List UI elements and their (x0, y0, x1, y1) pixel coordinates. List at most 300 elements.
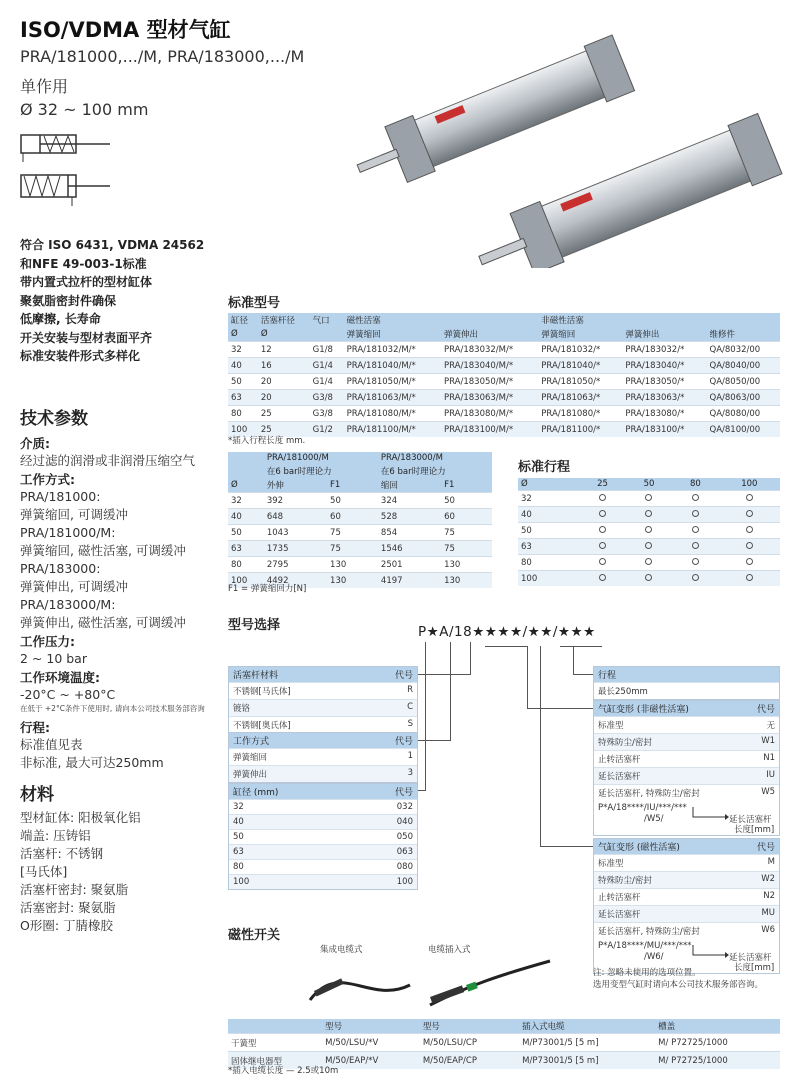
stroke-line: 标准值见表 (20, 737, 83, 752)
table-cell: 20 (258, 390, 310, 406)
available-circle-icon (599, 574, 606, 581)
table-cell: PRA/183063/M/* (441, 390, 538, 406)
table-cell: 130 (327, 573, 378, 589)
table-header: 弹簧缩回 (344, 327, 441, 342)
option-code: 032 (396, 802, 413, 812)
option-row (229, 799, 417, 814)
table-header (441, 313, 538, 327)
table-cell: M/50/LSU/CP (420, 1034, 519, 1052)
table-cell: G1/2 (310, 422, 344, 438)
table-cell: M/P73001/5 [5 m] (519, 1034, 655, 1052)
table-header: Ø (228, 327, 258, 342)
table-cell: PRA/181100/M/* (344, 422, 441, 438)
table-cell: G3/8 (310, 390, 344, 406)
option-code: 无 (766, 721, 775, 731)
table-cell (672, 491, 718, 507)
table-header: 气口 (310, 313, 344, 327)
std-models-body (228, 342, 780, 438)
table-cell (579, 539, 625, 555)
table-header: 弹簧缩回 (538, 327, 622, 342)
option-code: 040 (396, 817, 413, 827)
table-header: Ø (258, 327, 310, 342)
option-label: 50 (233, 832, 244, 842)
materials-heading: 材料 (20, 785, 54, 805)
table-cell (579, 555, 625, 571)
option-label: 镀铬 (233, 704, 251, 714)
option-code: M (767, 857, 775, 867)
operation-line: 弹簧缩回, 磁性活塞, 可调缓冲 (20, 543, 186, 558)
option-row (229, 699, 417, 716)
feature-item: 低摩擦, 长寿命 (20, 312, 101, 326)
switch-note: *插入电缆长度 — 2.5或10m (228, 1066, 339, 1076)
material-item: 端盖: 压铸铝 (20, 828, 91, 843)
table-cell: PRA/183050/M/* (441, 374, 538, 390)
table-cell: PRA/181040/* (538, 358, 622, 374)
operation-line: PRA/183000: (20, 561, 101, 576)
cylinder-product-image (350, 28, 790, 268)
feature-item: 开关安装与型材表面平齐 (20, 330, 153, 345)
table-cell: PRA/181080/M/* (344, 406, 441, 422)
option-code: N2 (763, 891, 775, 901)
option-code: W6 (761, 925, 775, 935)
table-cell: PRA/181040/M/* (344, 358, 441, 374)
table-cell: 50 (518, 523, 579, 539)
option-code: 1 (407, 751, 413, 761)
table-cell (719, 555, 780, 571)
table-cell: PRA/181063/M/* (344, 390, 441, 406)
available-circle-icon (599, 542, 606, 549)
option-row (594, 922, 779, 939)
available-circle-icon (692, 494, 699, 501)
table-cell: 392 (264, 493, 327, 509)
option-code: 080 (396, 862, 413, 872)
table-header: 维修件 (707, 327, 780, 342)
table-cell: 100 (228, 422, 258, 438)
table-cell: G3/8 (310, 406, 344, 422)
table-cell: QA/8040/00 (707, 358, 780, 374)
table-cell (672, 523, 718, 539)
table-cell (579, 571, 625, 587)
option-code: W1 (761, 736, 775, 746)
table-cell (719, 571, 780, 587)
table-cell (579, 523, 625, 539)
table-header: 25 (579, 478, 625, 491)
table-cell: PRA/183063/* (622, 390, 706, 406)
table-header (228, 464, 264, 478)
table-header: 50 (626, 478, 672, 491)
option-row (229, 682, 417, 699)
table-cell: 20 (258, 374, 310, 390)
table-cell: 100 (518, 571, 579, 587)
table-row (228, 358, 780, 374)
table-cell (626, 523, 672, 539)
table-cell: 16 (258, 358, 310, 374)
operation-line: 弹簧伸出, 磁性活塞, 可调缓冲 (20, 615, 186, 630)
table-cell: 854 (378, 525, 441, 541)
table-cell: PRA/181050/* (538, 374, 622, 390)
table-header: F1 (441, 478, 492, 493)
feature-item: 标准安装件形式多样化 (20, 349, 141, 363)
option-label: 延长活塞杆 (598, 772, 641, 782)
table-cell: 25 (258, 406, 310, 422)
table-cell: 648 (264, 509, 327, 525)
option-label: 延长活塞杆, 特殊防尘/密封 (598, 927, 700, 937)
option-label: 特殊防尘/密封 (598, 876, 652, 886)
order-code: P★A/18★★★★/★★/★★★ (418, 624, 596, 640)
option-row (229, 814, 417, 829)
feature-item: 符合 ISO 6431, VDMA 24562 (20, 238, 205, 252)
option-label: 特殊防尘/密封 (598, 738, 652, 748)
table-cell (719, 539, 780, 555)
table-row (228, 374, 780, 390)
stroke-box (593, 666, 780, 700)
table-row (228, 509, 492, 525)
table-cell: 75 (327, 525, 378, 541)
table-cell: 固体继电器型 (228, 1052, 322, 1070)
available-circle-icon (645, 494, 652, 501)
temp-label: 工作环境温度: (20, 670, 100, 685)
table-cell: 4492 (264, 573, 327, 589)
table-header: PRA/183000/M (378, 452, 492, 464)
available-circle-icon (599, 526, 606, 533)
available-circle-icon (746, 574, 753, 581)
table-cell: 1043 (264, 525, 327, 541)
table-header: Ø (518, 478, 579, 491)
table-cell: QA/8032/00 (707, 342, 780, 358)
option-code: N1 (763, 753, 775, 763)
table-row (518, 507, 780, 523)
stroke-label: 行程: (20, 720, 50, 735)
table-row (518, 571, 780, 587)
box-code-head: 代号 (756, 843, 775, 853)
tech-heading: 技术参数 (20, 409, 88, 429)
option-row (594, 888, 779, 905)
option-code: 3 (407, 768, 413, 778)
table-cell (719, 491, 780, 507)
table-header: 缩回 (378, 478, 441, 493)
material-item: 活塞杆密封: 聚氨脂 (20, 882, 129, 897)
ext-label: 长度[mm] (734, 963, 775, 973)
table-row (518, 491, 780, 507)
available-circle-icon (599, 494, 606, 501)
table-row (228, 390, 780, 406)
option-label: 弹簧伸出 (233, 770, 268, 780)
table-cell: 60 (327, 509, 378, 525)
available-circle-icon (599, 510, 606, 517)
material-item: O形圈: 丁腈橡胶 (20, 918, 114, 933)
option-label: 80 (233, 862, 244, 872)
box-head: 活塞杆材料 (233, 671, 279, 681)
table-header: 磁性活塞 (344, 313, 441, 327)
table-cell (626, 507, 672, 523)
example-code: /W5/ (644, 814, 664, 824)
available-circle-icon (746, 558, 753, 565)
table-row (228, 493, 492, 509)
option-code: S (407, 719, 413, 729)
option-row (594, 750, 779, 767)
material-item: 活塞杆: 不锈钢 (20, 846, 104, 861)
option-row (229, 765, 417, 782)
option-code: C (407, 702, 413, 712)
option-row (229, 844, 417, 859)
table-header: PRA/181000/M (264, 452, 378, 464)
table-cell: PRA/183032/M/* (441, 342, 538, 358)
operation-line: 弹簧缩回, 可调缓冲 (20, 507, 128, 522)
box-code-head: 代号 (394, 671, 413, 681)
table-header: 弹簧伸出 (622, 327, 706, 342)
table-cell: PRA/181100/* (538, 422, 622, 438)
option-label: 标准型 (598, 721, 624, 731)
table-cell: 32 (228, 493, 264, 509)
box-code-head: 代号 (394, 788, 413, 798)
table-cell (672, 539, 718, 555)
table-cell: 50 (228, 374, 258, 390)
variant-nonmag-box (593, 700, 780, 836)
available-circle-icon (692, 510, 699, 517)
option-code: W5 (761, 787, 775, 797)
operation-line: PRA/181000: (20, 489, 101, 504)
pressure-label: 工作压力: (20, 634, 75, 649)
strokes-table (518, 478, 780, 586)
std-models-table (228, 313, 780, 437)
example-code: /W6/ (644, 952, 664, 962)
table-cell: PRA/181032/M/* (344, 342, 441, 358)
table-cell: QA/8063/00 (707, 390, 780, 406)
option-row (594, 733, 779, 750)
table-header: 型号 (322, 1019, 420, 1034)
table-row (228, 406, 780, 422)
option-row (594, 784, 779, 801)
available-circle-icon (692, 526, 699, 533)
table-row (228, 422, 780, 438)
table-row (228, 557, 492, 573)
option-code: MU (761, 908, 775, 918)
table-cell: M/50/EAP/CP (420, 1052, 519, 1070)
table-cell (626, 539, 672, 555)
force-body (228, 493, 492, 589)
option-row (594, 716, 779, 733)
std-models-title: 标准型号 (228, 296, 281, 311)
material-item: 活塞密封: 聚氨脂 (20, 900, 116, 915)
table-cell (672, 507, 718, 523)
material-item: 型材缸体: 阳极氧化铝 (20, 810, 141, 825)
table-cell: 75 (327, 541, 378, 557)
table-cell: 75 (441, 525, 492, 541)
available-circle-icon (692, 558, 699, 565)
table-cell: PRA/183080/M/* (441, 406, 538, 422)
table-cell: 1735 (264, 541, 327, 557)
box-code-head: 代号 (394, 737, 413, 747)
table-cell: M/ P72725/1000 (655, 1034, 780, 1052)
table-cell: PRA/183040/M/* (441, 358, 538, 374)
table-cell: 80 (228, 557, 264, 573)
table-header: 弹簧伸出 (441, 327, 538, 342)
std-models-note: *插入行程长度 mm. (228, 436, 306, 446)
model-range: PRA/181000,.../M, PRA/183000,.../M (20, 47, 305, 66)
table-cell: M/P73001/5 [5 m] (519, 1052, 655, 1070)
table-row (518, 555, 780, 571)
table-row (228, 541, 492, 557)
table-cell (579, 507, 625, 523)
available-circle-icon (599, 558, 606, 565)
box-head: 气缸变形 (磁性活塞) (598, 843, 680, 853)
table-cell: 130 (327, 557, 378, 573)
temp-value: -20°C ~ +80°C (20, 687, 116, 702)
table-cell: PRA/183100/* (622, 422, 706, 438)
option-row (594, 767, 779, 784)
option-row (229, 859, 417, 874)
table-cell: 63 (228, 541, 264, 557)
operation-line: PRA/181000/M: (20, 525, 116, 540)
table-header: 缸径 (228, 313, 258, 327)
ext-label: 延长活塞杆 (729, 953, 772, 963)
table-cell: 130 (441, 557, 492, 573)
option-label: 止转活塞杆 (598, 893, 641, 903)
ext-label: 长度[mm] (734, 825, 775, 835)
table-cell (672, 555, 718, 571)
bore-box (228, 783, 418, 890)
table-cell: QA/8050/00 (707, 374, 780, 390)
table-cell: 40 (518, 507, 579, 523)
medium-label: 介质: (20, 436, 50, 451)
available-circle-icon (645, 558, 652, 565)
table-cell: PRA/183040/* (622, 358, 706, 374)
table-cell: 63 (518, 539, 579, 555)
table-cell: 40 (228, 509, 264, 525)
action-mode: 单作用 (20, 77, 69, 96)
table-cell: G1/4 (310, 374, 344, 390)
table-cell: PRA/181080/* (538, 406, 622, 422)
table-cell: PRA/181032/* (538, 342, 622, 358)
option-row (594, 854, 779, 871)
example-code: P*A/18****/MU/***/*** (598, 941, 692, 951)
table-header: 型号 (420, 1019, 519, 1034)
available-circle-icon (746, 526, 753, 533)
table-header: 插入式电缆 (519, 1019, 655, 1034)
switch-table (228, 1019, 780, 1069)
option-label: 标准型 (598, 859, 624, 869)
arrow-icon (689, 807, 729, 821)
table-cell: 50 (228, 525, 264, 541)
table-cell: 50 (441, 493, 492, 509)
strokes-body (518, 491, 780, 587)
box-head: 行程 (598, 671, 617, 681)
stroke-line: 非标准, 最大可达250mm (20, 755, 164, 770)
option-label: 延长活塞杆 (598, 910, 641, 920)
table-cell: 12 (258, 342, 310, 358)
medium-value: 经过滤的润滑或非润滑压缩空气 (20, 453, 196, 468)
table-cell: 32 (228, 342, 258, 358)
available-circle-icon (645, 510, 652, 517)
table-cell (626, 491, 672, 507)
option-label: 弹簧缩回 (233, 753, 268, 763)
table-cell (579, 491, 625, 507)
option-row (594, 871, 779, 888)
operation-label: 工作方式: (20, 472, 75, 487)
pneumatic-symbol-icon (20, 130, 115, 210)
table-cell: 2501 (378, 557, 441, 573)
operation-line: PRA/183000/M: (20, 597, 116, 612)
table-cell: G1/8 (310, 342, 344, 358)
option-code: IU (766, 770, 775, 780)
variant-mag-box (593, 838, 780, 974)
option-label: 延长活塞杆, 特殊防尘/密封 (598, 789, 700, 799)
table-header (707, 313, 780, 327)
page-title: ISO/VDMA 型材气缸 (20, 18, 231, 42)
stroke-sub: 最长250mm (598, 687, 648, 697)
table-cell: PRA/181063/* (538, 390, 622, 406)
table-cell: 100 (228, 573, 264, 589)
table-cell: 干簧型 (228, 1034, 322, 1052)
table-cell (672, 571, 718, 587)
option-row (229, 748, 417, 765)
available-circle-icon (645, 542, 652, 549)
table-cell: 50 (327, 493, 378, 509)
bore-range: Ø 32 ~ 100 mm (20, 100, 149, 119)
option-row (229, 874, 417, 889)
switch-title: 磁性开关 (228, 928, 281, 943)
available-circle-icon (645, 574, 652, 581)
table-cell: M/50/LSU/*V (322, 1034, 420, 1052)
table-cell: QA/8100/00 (707, 422, 780, 438)
box-head: 缸径 (mm) (233, 788, 279, 798)
table-cell: PRA/183032/* (622, 342, 706, 358)
table-header: 槽盖 (655, 1019, 780, 1034)
available-circle-icon (692, 542, 699, 549)
table-header: 外伸 (264, 478, 327, 493)
table-row (228, 342, 780, 358)
table-cell: PRA/181050/M/* (344, 374, 441, 390)
table-cell: G1/4 (310, 358, 344, 374)
table-header: F1 (327, 478, 378, 493)
table-cell: 528 (378, 509, 441, 525)
option-code: W2 (761, 874, 775, 884)
table-cell: 40 (228, 358, 258, 374)
switch-image (300, 955, 570, 1015)
pressure-value: 2 ~ 10 bar (20, 651, 87, 666)
box-code-head: 代号 (756, 705, 775, 715)
table-header (228, 452, 264, 464)
option-label: 不锈钢[奥氏体] (233, 721, 291, 731)
table-cell: 2795 (264, 557, 327, 573)
table-cell (626, 571, 672, 587)
available-circle-icon (746, 510, 753, 517)
option-label: 不锈钢[马氏体] (233, 687, 291, 697)
table-header (622, 313, 706, 327)
feature-item: 带内置式拉杆的型材缸体 (20, 275, 153, 289)
table-row (228, 1034, 780, 1052)
table-header: 100 (719, 478, 780, 491)
strokes-title: 标准行程 (518, 460, 571, 475)
table-cell: 25 (258, 422, 310, 438)
option-row (229, 716, 417, 733)
switch-caption: 电缆插入式 (428, 945, 471, 955)
table-header: 在6 bar时理论力 (378, 464, 492, 478)
table-cell: 75 (441, 541, 492, 557)
feature-item: 聚氨脂密封件确保 (20, 293, 117, 308)
table-cell (626, 555, 672, 571)
table-cell: 32 (518, 491, 579, 507)
material-item: [马氏体] (20, 864, 68, 879)
table-cell: PRA/183100/M/* (441, 422, 538, 438)
option-row (594, 905, 779, 922)
available-circle-icon (692, 574, 699, 581)
operation-box (228, 732, 418, 783)
table-cell: 80 (228, 406, 258, 422)
table-cell: QA/8080/00 (707, 406, 780, 422)
table-row (518, 539, 780, 555)
table-cell: PRA/183050/* (622, 374, 706, 390)
